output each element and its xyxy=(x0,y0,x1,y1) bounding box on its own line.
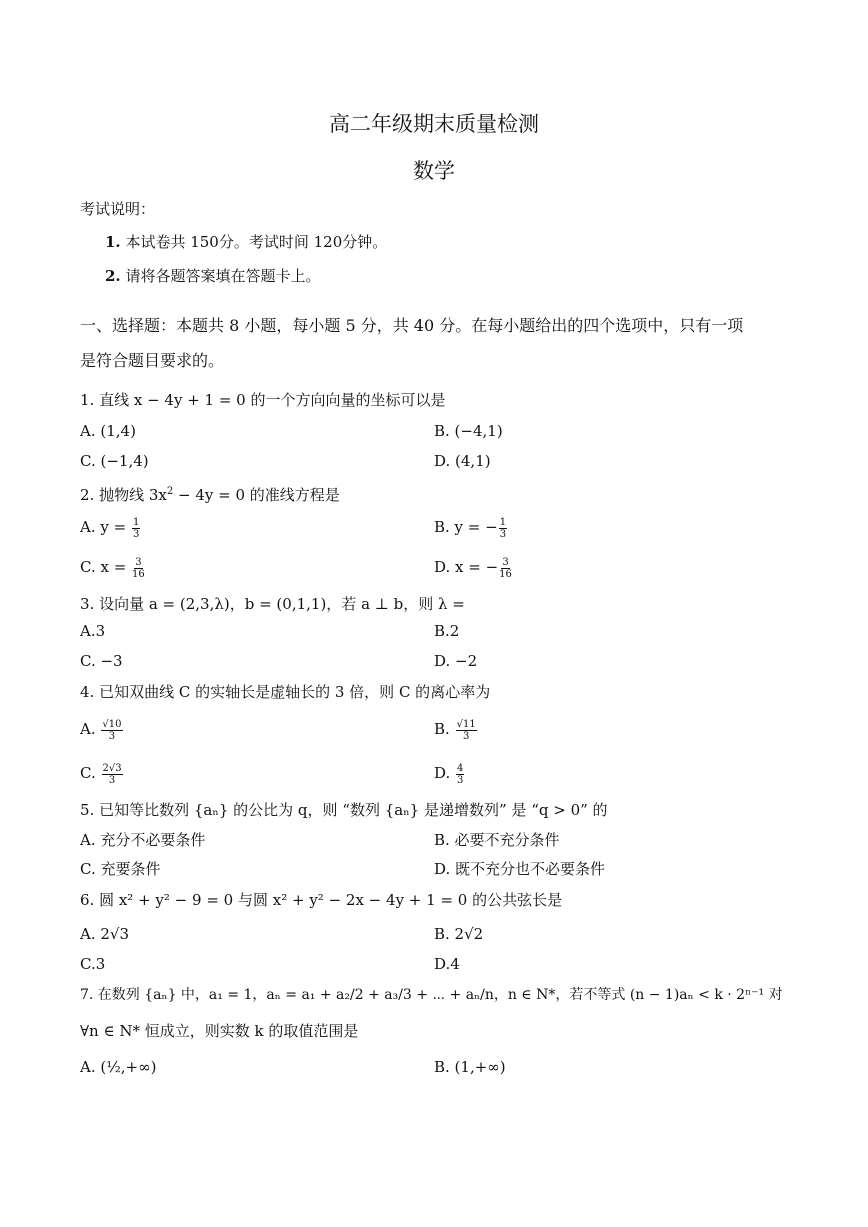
fraction-num: 3 xyxy=(135,556,142,568)
instruction-item-2 xyxy=(105,265,320,287)
fraction xyxy=(456,763,464,786)
question-3-option-c: C. −3 xyxy=(80,652,123,670)
option-label: B. xyxy=(434,720,450,738)
option-label: A. y = xyxy=(80,518,131,536)
question-3-stem: 3. 设向量 a = (2,3,λ)，b = (0,1,1)，若 a ⊥ b，则 λ = xyxy=(80,595,465,613)
fraction-den: 16 xyxy=(132,568,145,580)
question-1-stem: 1. 直线 x − 4y + 1 = 0 的一个方向向量的坐标可以是 xyxy=(80,391,446,409)
fraction-den: 16 xyxy=(499,568,512,580)
question-4-option-c xyxy=(80,762,124,786)
fraction-num: 1 xyxy=(132,516,140,528)
fraction xyxy=(132,517,140,540)
fraction-den: 3 xyxy=(108,774,116,786)
option-label: D. xyxy=(434,764,451,782)
fraction xyxy=(101,719,122,742)
fraction-num: 3 xyxy=(502,556,509,568)
question-7-option-a: A. (½,+∞) xyxy=(80,1058,157,1076)
question-5-option-a: A. 充分不必要条件 xyxy=(80,831,206,849)
question-2-exponent: 2 xyxy=(166,486,174,497)
question-5-option-d: D. 既不充分也不必要条件 xyxy=(434,860,606,878)
fraction-num: 2√3 xyxy=(102,762,122,774)
section-heading-line2: 是符合题目要求的。 xyxy=(80,351,225,370)
question-1-option-a: A. (1,4) xyxy=(80,422,136,440)
question-2-option-d xyxy=(434,556,513,580)
exam-title: 高二年级期末质量检测 xyxy=(329,112,539,136)
option-label: C. xyxy=(80,764,96,782)
option-label: D. x = − xyxy=(434,558,499,576)
question-4-option-d xyxy=(434,762,465,786)
question-5-option-c: C. 充要条件 xyxy=(80,860,161,878)
exam-subject: 数学 xyxy=(413,159,455,183)
fraction xyxy=(102,763,123,786)
question-4-stem: 4. 已知双曲线 C 的实轴长是虚轴长的 3 倍，则 C 的离心率为 xyxy=(80,683,491,701)
fraction xyxy=(499,557,512,580)
question-2-option-b xyxy=(434,516,508,540)
question-2-option-c xyxy=(80,556,146,580)
fraction-num: 4 xyxy=(457,762,464,774)
fraction-den: 3 xyxy=(457,774,464,786)
question-7-option-b: B. (1,+∞) xyxy=(434,1058,506,1076)
instructions-heading: 考试说明： xyxy=(80,200,156,218)
instruction-text: 本试卷共 150分。考试时间 120分钟。 xyxy=(125,233,388,251)
fraction-den: 3 xyxy=(462,730,470,742)
question-6-option-d: D.4 xyxy=(434,955,460,973)
question-7-stem-line2: ∀n ∈ N* 恒成立，则实数 k 的取值范围是 xyxy=(80,1022,359,1040)
question-1-option-c: C. (−1,4) xyxy=(80,452,149,470)
fraction xyxy=(456,719,477,742)
fraction-den: 3 xyxy=(132,528,140,540)
option-label: C. x = xyxy=(80,558,132,576)
fraction-den: 3 xyxy=(499,528,507,540)
question-4-option-a xyxy=(80,718,124,742)
instruction-num: 1. xyxy=(105,233,121,251)
question-6-option-a: A. 2√3 xyxy=(80,925,130,943)
question-7-stem-line1: 7. 在数列 {aₙ} 中，a₁ = 1，aₙ = a₁ + a₂/2 + a₃/3 + ⋯ + aₙ/n，n ∈ N*，若不等式 (n − 1)aₙ < k · 2ⁿ⁻¹ 对 xyxy=(80,987,783,1003)
instruction-num: 2. xyxy=(105,267,121,285)
question-6-option-b: B. 2√2 xyxy=(434,925,484,943)
question-1-option-d: D. (4,1) xyxy=(434,452,491,470)
question-5-stem: 5. 已知等比数列 {aₙ} 的公比为 q，则 “数列 {aₙ} 是递增数列” 是 “q > 0” 的 xyxy=(80,801,608,819)
option-label: B. y = − xyxy=(434,518,498,536)
question-1-option-b: B. (−4,1) xyxy=(434,422,503,440)
fraction-num: 1 xyxy=(499,516,507,528)
question-2-stem-part: 2. 抛物线 3x xyxy=(80,486,167,504)
instruction-text: 请将各题答案填在答题卡上。 xyxy=(125,267,321,285)
question-5-option-b: B. 必要不充分条件 xyxy=(434,831,560,849)
question-2-stem-part: − 4y = 0 的准线方程是 xyxy=(173,486,340,504)
question-3-option-d: D. −2 xyxy=(434,652,478,670)
fraction-num: √11 xyxy=(456,718,476,730)
fraction-num: √10 xyxy=(102,718,122,730)
question-4-option-b xyxy=(434,718,478,742)
option-label: A. xyxy=(80,720,96,738)
question-2-option-a xyxy=(80,516,141,540)
question-6-stem: 6. 圆 x² + y² − 9 = 0 与圆 x² + y² − 2x − 4y + 1 = 0 的公共弦长是 xyxy=(80,891,563,909)
question-3-option-a: A.3 xyxy=(80,622,106,640)
question-6-option-c: C.3 xyxy=(80,955,106,973)
fraction xyxy=(499,517,507,540)
instruction-item-1 xyxy=(105,231,387,253)
question-3-option-b: B.2 xyxy=(434,622,460,640)
question-2-stem xyxy=(80,481,340,506)
fraction xyxy=(132,557,145,580)
fraction-den: 3 xyxy=(108,730,116,742)
section-heading-line1: 一、选择题：本题共 8 小题，每小题 5 分，共 40 分。在每小题给出的四个选项中，只有一项 xyxy=(80,316,744,335)
